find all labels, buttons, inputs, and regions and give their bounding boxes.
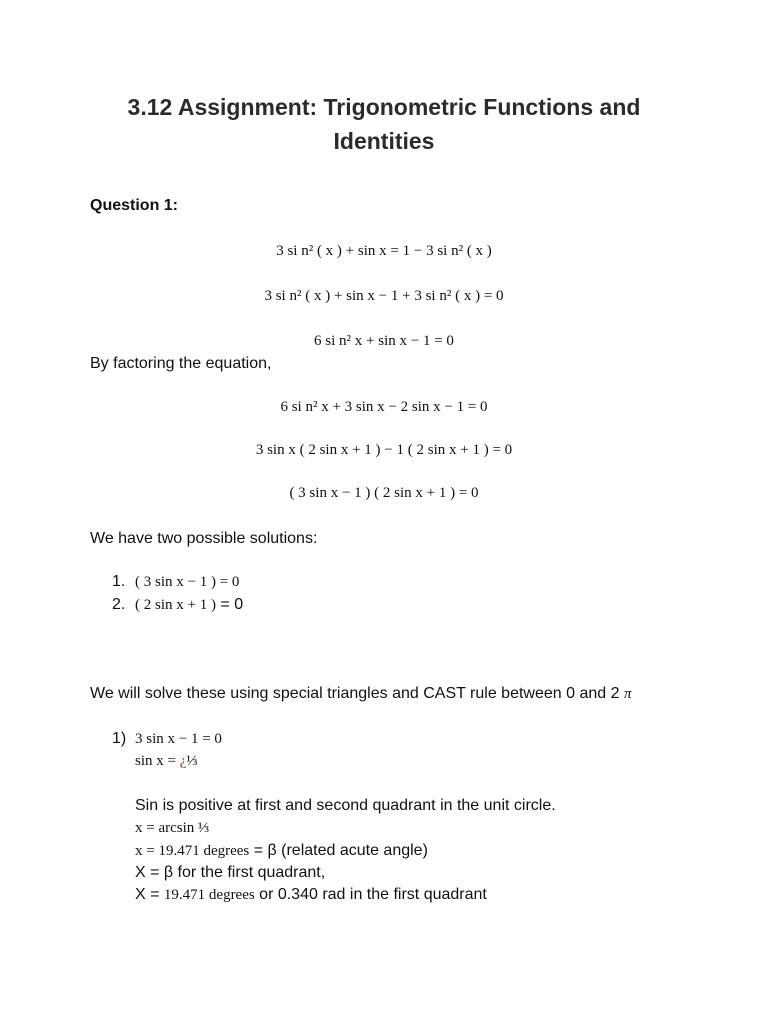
- equation-a2: 3 si n² ( x ) + sin x − 1 + 3 si n² ( x ) = 0: [264, 288, 504, 304]
- solution-number: 2.: [112, 596, 126, 613]
- step-line: [135, 886, 487, 904]
- step-math: x = 19.471 degrees: [135, 843, 250, 859]
- page-title: 3.12 Assignment: Trigonometric Functions and Identities: [127, 94, 641, 154]
- step-number: 1): [112, 730, 127, 747]
- step-math: ⅓: [186, 753, 198, 769]
- inverted-question-mark: ¿: [179, 753, 187, 769]
- step-sentence: Sin is positive at first and second quadrant in the unit circle.: [135, 797, 556, 814]
- solution-item: [135, 596, 243, 614]
- step-text: X = β for the first quadrant,: [135, 864, 326, 881]
- pi-symbol: π: [623, 686, 632, 702]
- step-math: x = arcsin ⅓: [135, 820, 210, 836]
- step-math: 19.471 degrees: [163, 887, 255, 903]
- two-solutions-text: We have two possible solutions:: [90, 530, 318, 547]
- equation-b2: 3 sin x ( 2 sin x + 1 ) − 1 ( 2 sin x + 1 ) = 0: [255, 442, 513, 458]
- equation-b1: 6 si n² x + 3 sin x − 2 sin x − 1 = 0: [280, 399, 488, 415]
- step-text: = β (related acute angle): [249, 842, 428, 859]
- step-math: 3 sin x − 1 = 0: [135, 731, 222, 747]
- question-label: Question 1:: [90, 197, 179, 214]
- step-text: or 0.340 rad in the first quadrant: [254, 886, 487, 903]
- solution-suffix: = 0: [215, 596, 244, 613]
- solution-math: ( 2 sin x + 1 ): [135, 597, 216, 613]
- step-math: sin x =: [135, 753, 180, 769]
- equation-b3: ( 3 sin x − 1 ) ( 2 sin x + 1 ) = 0: [289, 485, 479, 501]
- solution-math: ( 3 sin x − 1 ) = 0: [135, 574, 240, 590]
- step-line: [135, 730, 222, 748]
- solution-item: [135, 573, 239, 591]
- step-line: [135, 752, 198, 770]
- solution-number: 1.: [112, 573, 126, 590]
- solve-sentence: We will solve these using special triangles and CAST rule between 0 and 2: [90, 685, 620, 702]
- equation-a1: 3 si n² ( x ) + sin x = 1 − 3 si n² ( x ): [276, 243, 492, 259]
- step-text: X =: [135, 886, 164, 903]
- solve-text: [90, 685, 631, 703]
- step-line: [135, 842, 428, 860]
- step-line: [135, 864, 325, 882]
- factoring-text: By factoring the equation,: [90, 355, 272, 372]
- equation-a3: 6 si n² x + sin x − 1 = 0: [314, 333, 454, 349]
- step-line: [135, 819, 209, 837]
